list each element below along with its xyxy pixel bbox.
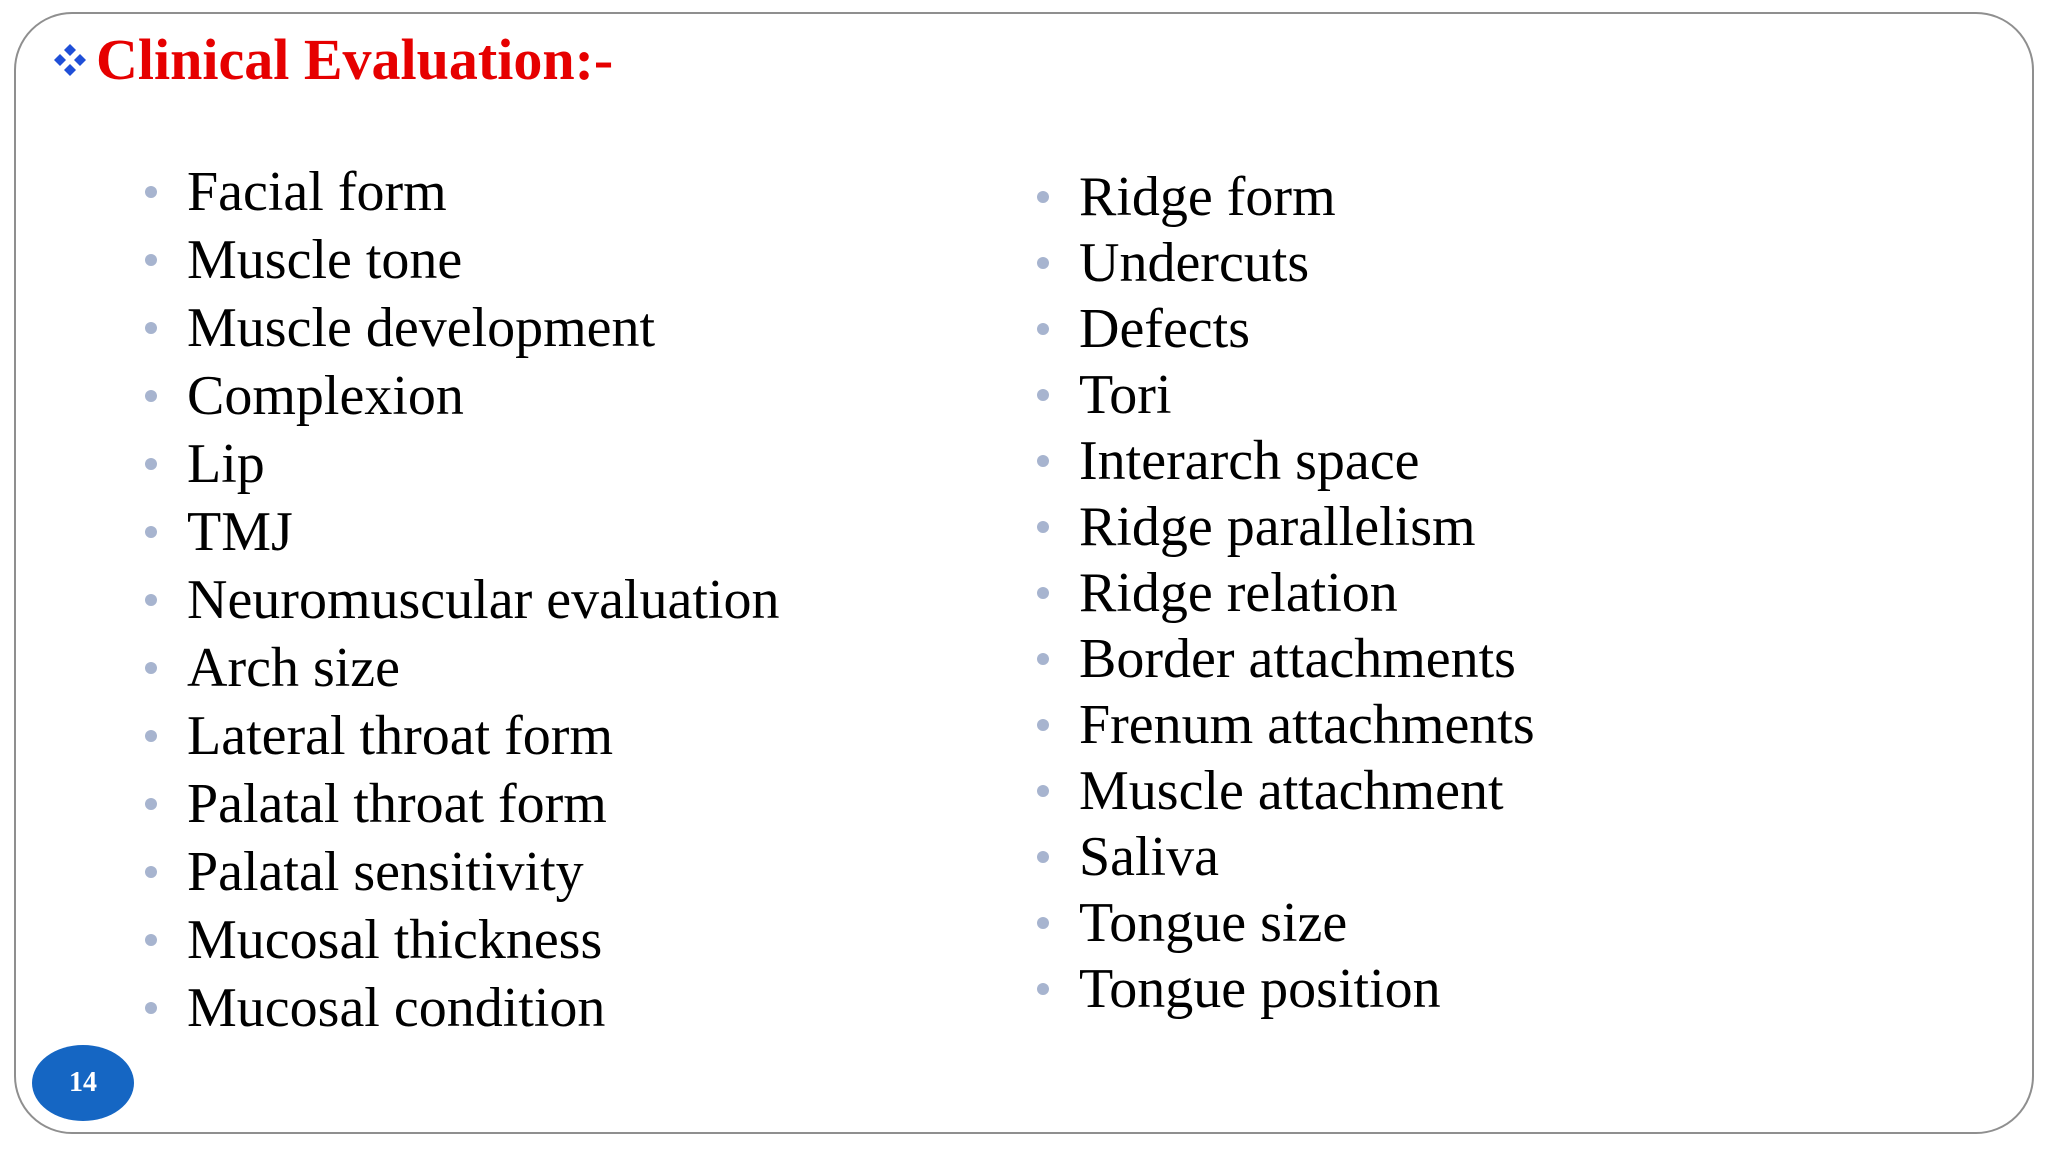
bullet-dot-icon <box>145 322 157 334</box>
list-item-text: Tori <box>1079 364 1172 426</box>
bullet-dot-icon <box>145 730 157 742</box>
bullet-dot-icon <box>145 934 157 946</box>
list-item <box>1037 562 1535 631</box>
list-item-text: Frenum attachments <box>1079 694 1535 756</box>
list-item <box>1037 760 1535 829</box>
list-item <box>1037 628 1535 697</box>
bullet-dot-icon <box>1037 521 1049 533</box>
list-item <box>1037 694 1535 763</box>
list-item-text: Lip <box>187 433 265 495</box>
list-item-text: Mucosal condition <box>187 977 606 1039</box>
bullet-dot-icon <box>1037 323 1049 335</box>
list-item <box>145 297 779 368</box>
bullet-dot-icon <box>145 458 157 470</box>
list-item <box>145 841 779 912</box>
bullet-dot-icon <box>1037 983 1049 995</box>
bullet-dot-icon <box>1037 851 1049 863</box>
list-item-text: Lateral throat form <box>187 705 614 767</box>
bullet-dot-icon <box>1037 785 1049 797</box>
list-item <box>145 637 779 708</box>
list-item <box>1037 892 1535 961</box>
list-item <box>145 569 780 640</box>
left-bullet-list <box>145 161 780 1048</box>
four-diamond-bullet-icon <box>50 40 90 80</box>
list-item <box>145 229 779 300</box>
list-item <box>1037 496 1535 565</box>
list-item-text: Ridge form <box>1079 166 1336 228</box>
list-item-text: Neuromuscular evaluation <box>187 569 780 631</box>
list-item <box>1037 232 1535 301</box>
list-item-text: Tongue position <box>1079 958 1441 1020</box>
bullet-dot-icon <box>145 526 157 538</box>
list-item-text: Interarch space <box>1079 430 1420 492</box>
bullet-dot-icon <box>1037 653 1049 665</box>
list-item-text: Palatal sensitivity <box>187 841 584 903</box>
slide-title: Clinical Evaluation:- <box>96 27 614 92</box>
list-item-text: TMJ <box>187 501 293 563</box>
list-item <box>145 773 779 844</box>
list-item-text: Ridge relation <box>1079 562 1398 624</box>
list-item <box>1037 364 1535 433</box>
list-item <box>1037 958 1535 1027</box>
list-item-text: Defects <box>1079 298 1251 360</box>
list-item-text: Undercuts <box>1079 232 1310 294</box>
list-item-text: Tongue size <box>1079 892 1348 954</box>
bullet-dot-icon <box>145 186 157 198</box>
list-item <box>145 909 779 980</box>
bullet-dot-icon <box>1037 191 1049 203</box>
list-item-text: Palatal throat form <box>187 773 607 835</box>
page-number-badge <box>32 1045 134 1121</box>
list-item <box>145 977 779 1048</box>
list-item-text: Mucosal thickness <box>187 909 603 971</box>
bullet-dot-icon <box>145 254 157 266</box>
list-item-text: Arch size <box>187 637 401 699</box>
bullet-dot-icon <box>145 594 157 606</box>
list-item <box>145 365 779 436</box>
bullet-dot-icon <box>145 798 157 810</box>
list-item-text: Muscle tone <box>187 229 463 291</box>
page-number: 14 <box>69 1067 97 1098</box>
list-item <box>145 433 779 504</box>
list-item <box>145 705 779 776</box>
slide-title-row <box>50 22 613 98</box>
bullet-dot-icon <box>1037 455 1049 467</box>
list-item-text: Ridge parallelism <box>1079 496 1476 558</box>
list-item <box>1037 430 1535 499</box>
list-item <box>145 161 779 232</box>
list-item <box>1037 298 1535 367</box>
list-item <box>1037 826 1535 895</box>
list-item-text: Muscle attachment <box>1079 760 1504 822</box>
bullet-dot-icon <box>1037 257 1049 269</box>
list-item-text: Muscle development <box>187 297 656 359</box>
list-item-text: Complexion <box>187 365 464 427</box>
bullet-dot-icon <box>145 662 157 674</box>
list-item-text: Saliva <box>1079 826 1219 888</box>
bullet-dot-icon <box>1037 719 1049 731</box>
right-bullet-list <box>1037 166 1535 1027</box>
bullet-dot-icon <box>145 1002 157 1014</box>
bullet-dot-icon <box>145 866 157 878</box>
list-item-text: Border attachments <box>1079 628 1516 690</box>
bullet-dot-icon <box>1037 587 1049 599</box>
list-item <box>145 501 779 572</box>
bullet-dot-icon <box>145 390 157 402</box>
bullet-dot-icon <box>1037 917 1049 929</box>
bullet-dot-icon <box>1037 389 1049 401</box>
list-item <box>1037 166 1535 235</box>
list-item-text: Facial form <box>187 161 447 223</box>
